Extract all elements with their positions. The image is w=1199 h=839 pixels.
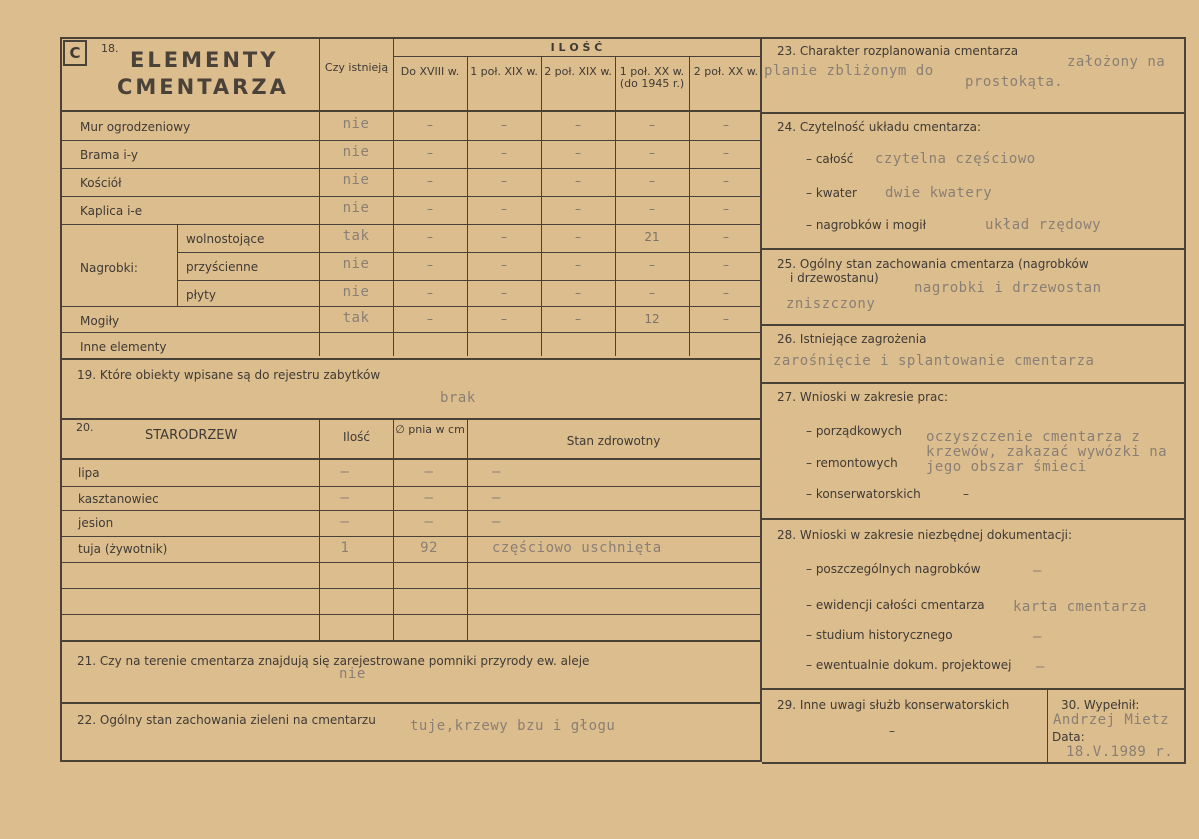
grid-line bbox=[762, 324, 1186, 326]
frame-line bbox=[60, 37, 762, 39]
grid-line bbox=[62, 358, 760, 360]
section-28-value: – bbox=[1033, 563, 1042, 579]
element-row-value: – bbox=[427, 146, 433, 160]
element-row-value: 21 bbox=[644, 230, 660, 244]
section-28-item: – ewidencji całości cmentarza bbox=[806, 598, 985, 612]
section-28-value: karta cmentarza bbox=[1013, 599, 1147, 615]
grid-line bbox=[762, 688, 1186, 690]
element-row-label: Mogiły bbox=[80, 314, 120, 328]
period-header: 1 poł. XX w. (do 1945 r.) bbox=[619, 65, 685, 90]
element-row-value: – bbox=[723, 174, 729, 188]
element-row-value: – bbox=[723, 258, 729, 272]
section-21-value: nie bbox=[339, 666, 366, 682]
period-header: Do XVIII w. bbox=[400, 65, 460, 78]
tree-row-name: lipa bbox=[78, 466, 100, 480]
grid-line bbox=[62, 510, 760, 511]
period-header: 1 poł. XIX w. bbox=[470, 65, 538, 78]
element-row-label: Inne elementy bbox=[80, 340, 167, 354]
element-row-value: – bbox=[501, 230, 507, 244]
section-28-item: – poszczególnych nagrobków bbox=[806, 562, 981, 576]
tree-row-health: – bbox=[492, 464, 501, 480]
section-23-value: planie zbliżonym do bbox=[764, 63, 934, 79]
grid-line bbox=[178, 252, 760, 253]
grid-line bbox=[62, 418, 760, 420]
section-23-value: prostokąta. bbox=[965, 74, 1064, 90]
col-ilosc: I L O Ś Ć bbox=[550, 41, 603, 54]
period-header: 2 poł. XX w. bbox=[693, 65, 759, 78]
col-health: Stan zdrowotny bbox=[566, 434, 661, 448]
section-25-value: zniszczony bbox=[786, 296, 876, 312]
section-27-value: jego obszar śmieci bbox=[926, 459, 1087, 475]
grid-line bbox=[178, 280, 760, 281]
grid-line bbox=[62, 702, 760, 704]
element-row-value: – bbox=[427, 118, 433, 132]
section-29-value: – bbox=[889, 724, 895, 738]
element-row-value: – bbox=[649, 174, 655, 188]
element-row-value: – bbox=[575, 202, 581, 216]
grid-line bbox=[62, 458, 760, 460]
section-27-item: – remontowych bbox=[806, 456, 898, 470]
element-row-label: płyty bbox=[186, 288, 216, 302]
grid-line bbox=[62, 562, 760, 563]
tree-row-name: tuja (żywotnik) bbox=[78, 542, 168, 556]
section-29-label: 29. Inne uwagi służb konserwatorskich bbox=[777, 698, 1010, 712]
col-exists: Czy istnieją bbox=[324, 61, 389, 74]
element-row-label: Kościół bbox=[80, 176, 122, 190]
element-row-value: – bbox=[649, 286, 655, 300]
element-row-value: – bbox=[501, 174, 507, 188]
frame-line bbox=[762, 762, 1186, 764]
element-row-value: – bbox=[501, 202, 507, 216]
element-row-value: – bbox=[723, 312, 729, 326]
section-30-label: 30. Wypełnił: bbox=[1061, 698, 1140, 712]
element-row-exists: nie bbox=[342, 200, 370, 216]
col-count: Ilość bbox=[342, 430, 371, 444]
grid-line bbox=[62, 168, 760, 169]
section-24-item: – kwater bbox=[806, 186, 857, 200]
tree-row-name: kasztanowiec bbox=[78, 492, 159, 506]
element-row-exists: nie bbox=[342, 144, 370, 160]
element-row-exists: tak bbox=[342, 310, 370, 326]
element-row-value: – bbox=[575, 174, 581, 188]
element-row-label: Mur ogrodzeniowy bbox=[80, 120, 191, 134]
element-row-exists: nie bbox=[342, 116, 370, 132]
section-24-value: czytelna częściowo bbox=[875, 151, 1036, 167]
section-26-value: zarośnięcie i splantowanie cmentarza bbox=[773, 353, 1095, 369]
section-27-label: 27. Wnioski w zakresie prac: bbox=[777, 390, 949, 404]
section-19-label: 19. Które obiekty wpisane są do rejestru zabytków bbox=[77, 368, 381, 382]
element-row-value: – bbox=[575, 286, 581, 300]
tree-row-diameter: – bbox=[424, 464, 434, 480]
grid-line bbox=[62, 306, 760, 307]
element-row-value: – bbox=[575, 230, 581, 244]
element-row-value: – bbox=[427, 174, 433, 188]
card-letter: C bbox=[63, 40, 87, 66]
element-row-value: – bbox=[723, 118, 729, 132]
tree-row-health: – bbox=[492, 490, 501, 506]
element-row-value: – bbox=[501, 146, 507, 160]
grid-line bbox=[62, 140, 760, 141]
section-27-value: krzewów, zakazać wywózki na bbox=[926, 444, 1168, 460]
section-28-item: – ewentualnie dokum. projektowej bbox=[806, 658, 1012, 672]
grid-line bbox=[467, 418, 468, 640]
element-row-value: – bbox=[575, 312, 581, 326]
tree-row-name: jesion bbox=[78, 516, 114, 530]
nagrobki-label: Nagrobki: bbox=[80, 261, 138, 275]
tree-row-count: – bbox=[340, 490, 350, 506]
element-row-value: – bbox=[575, 258, 581, 272]
section-title: CMENTARZA bbox=[117, 75, 289, 99]
grid-line bbox=[762, 382, 1186, 384]
element-row-exists: nie bbox=[342, 172, 370, 188]
frame-line bbox=[60, 760, 762, 762]
element-row-value: – bbox=[575, 146, 581, 160]
grid-line bbox=[62, 110, 760, 112]
grid-line bbox=[1047, 688, 1048, 762]
element-row-value: – bbox=[427, 312, 433, 326]
section-28-value: – bbox=[1033, 629, 1042, 645]
element-row-exists: nie bbox=[342, 284, 370, 300]
grid-line bbox=[62, 588, 760, 589]
element-row-value: – bbox=[501, 118, 507, 132]
element-row-value: – bbox=[649, 202, 655, 216]
col-diameter: ∅ pnia w cm bbox=[395, 423, 465, 436]
grid-line bbox=[177, 224, 178, 306]
element-row-value: – bbox=[427, 202, 433, 216]
tree-row-count: – bbox=[340, 514, 350, 530]
section-23-label: 23. Charakter rozplanowania cmentarza bbox=[777, 44, 1019, 58]
grid-line bbox=[762, 112, 1186, 114]
element-row-exists: tak bbox=[342, 228, 370, 244]
section-27-value: – bbox=[963, 487, 969, 501]
tree-row-health: – bbox=[492, 514, 501, 530]
section-24-item: – całość bbox=[806, 152, 854, 166]
section-27-item: – konserwatorskich bbox=[806, 487, 921, 501]
section-24-value: dwie kwatery bbox=[885, 185, 993, 201]
element-row-value: – bbox=[723, 230, 729, 244]
element-row-value: – bbox=[649, 258, 655, 272]
element-row-label: Kaplica i-e bbox=[80, 204, 143, 218]
element-row-value: – bbox=[723, 286, 729, 300]
section-24-label: 24. Czytelność układu cmentarza: bbox=[777, 120, 982, 134]
section-22-value: tuje,krzewy bzu i głogu bbox=[410, 718, 616, 734]
grid-line bbox=[762, 248, 1186, 250]
element-row-value: – bbox=[575, 118, 581, 132]
element-row-value: – bbox=[649, 118, 655, 132]
grid-line bbox=[62, 486, 760, 487]
tree-row-health: częściowo uschnięta bbox=[492, 540, 662, 556]
section-25-label: 25. Ogólny stan zachowania cmentarza (nagrobków bbox=[777, 257, 1089, 271]
grid-line bbox=[62, 332, 760, 333]
section-30-value: Andrzej Mietz bbox=[1053, 712, 1170, 728]
grid-line bbox=[62, 536, 760, 537]
section-26-label: 26. Istniejące zagrożenia bbox=[777, 332, 927, 346]
frame-line bbox=[1184, 37, 1186, 764]
element-row-value: – bbox=[501, 312, 507, 326]
element-row-label: wolnostojące bbox=[186, 232, 265, 246]
element-row-label: Brama i-y bbox=[80, 148, 138, 162]
section-number: 20. bbox=[76, 421, 94, 434]
section-21-label: 21. Czy na terenie cmentarza znajdują się zarejestrowane pomniki przyrody ew. aleje bbox=[77, 654, 590, 668]
element-row-value: 12 bbox=[644, 312, 660, 326]
section-30-date-value: 18.V.1989 r. bbox=[1066, 744, 1174, 760]
element-row-value: – bbox=[427, 258, 433, 272]
element-row-label: przyścienne bbox=[186, 260, 259, 274]
section-19-value: brak bbox=[440, 390, 476, 406]
tree-row-diameter: 92 bbox=[420, 540, 438, 556]
grid-line bbox=[62, 614, 760, 615]
section-22-label: 22. Ogólny stan zachowania zieleni na cmentarzu bbox=[77, 713, 376, 727]
section-28-item: – studium historycznego bbox=[806, 628, 953, 642]
section-title: ELEMENTY bbox=[130, 48, 279, 72]
section-25-value: nagrobki i drzewostan bbox=[914, 280, 1102, 296]
element-row-value: – bbox=[723, 202, 729, 216]
section-24-item: – nagrobków i mogił bbox=[806, 218, 927, 232]
tree-row-count: 1 bbox=[340, 540, 350, 556]
frame-line bbox=[60, 37, 62, 762]
element-row-value: – bbox=[723, 146, 729, 160]
tree-row-diameter: – bbox=[424, 514, 434, 530]
section-25-label: i drzewostanu) bbox=[790, 271, 879, 285]
tree-row-count: – bbox=[340, 464, 350, 480]
section-28-label: 28. Wnioski w zakresie niezbędnej dokumentacji: bbox=[777, 528, 1073, 542]
grid-line bbox=[319, 39, 320, 356]
grid-line bbox=[62, 640, 760, 642]
section-27-item: – porządkowych bbox=[806, 424, 902, 438]
section-28-value: – bbox=[1036, 659, 1045, 675]
grid-line bbox=[62, 224, 760, 225]
frame-line bbox=[762, 37, 1186, 39]
section-23-value: założony na bbox=[1067, 54, 1166, 70]
element-row-value: – bbox=[427, 286, 433, 300]
element-row-exists: nie bbox=[342, 256, 370, 272]
tree-row-diameter: – bbox=[424, 490, 434, 506]
section-27-value: oczyszczenie cmentarza z bbox=[926, 429, 1141, 445]
section-number: 18. bbox=[101, 42, 119, 55]
grid-line bbox=[62, 196, 760, 197]
grid-line bbox=[393, 56, 760, 57]
period-header: 2 poł. XIX w. bbox=[544, 65, 612, 78]
element-row-value: – bbox=[649, 146, 655, 160]
section-30-date-label: Data: bbox=[1052, 730, 1085, 744]
grid-line bbox=[393, 39, 394, 356]
element-row-value: – bbox=[501, 286, 507, 300]
section-20-title: STARODRZEW bbox=[145, 428, 238, 443]
grid-line bbox=[762, 518, 1186, 520]
element-row-value: – bbox=[501, 258, 507, 272]
section-24-value: układ rzędowy bbox=[985, 217, 1102, 233]
element-row-value: – bbox=[427, 230, 433, 244]
